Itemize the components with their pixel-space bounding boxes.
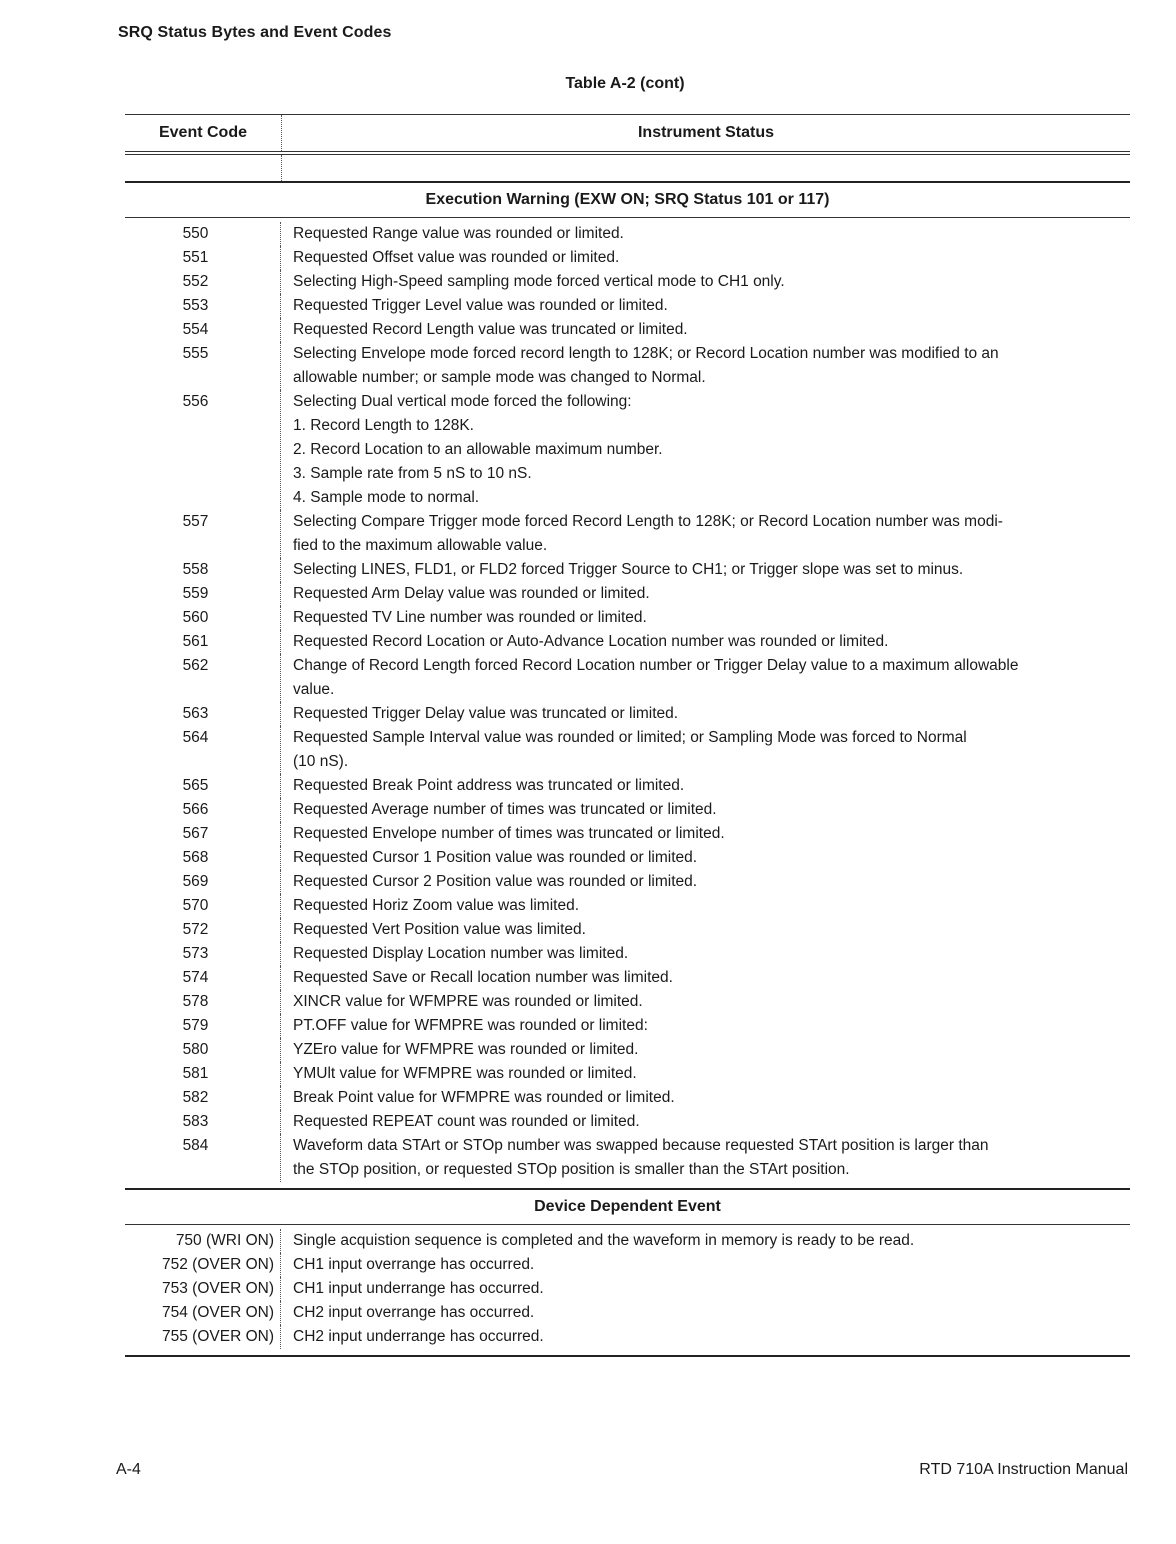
status-line: Selecting LINES, FLD1, or FLD2 forced Trigger Source to CH1; or Trigger slope was set to minus. bbox=[293, 561, 964, 578]
instrument-status bbox=[281, 774, 1130, 798]
status-line: CH2 input underrange has occurred. bbox=[293, 1328, 544, 1345]
table-row bbox=[125, 582, 1130, 606]
event-code: 561 bbox=[125, 630, 281, 654]
event-code: 578 bbox=[125, 990, 281, 1014]
table-row bbox=[125, 1110, 1130, 1134]
table-row bbox=[125, 870, 1130, 894]
instrument-status bbox=[281, 246, 1130, 270]
instrument-status bbox=[281, 1086, 1130, 1110]
event-code: 562 bbox=[125, 654, 281, 702]
instrument-status bbox=[281, 606, 1130, 630]
event-code: 584 bbox=[125, 1134, 281, 1182]
table-row bbox=[125, 726, 1130, 774]
status-line: fied to the maximum allowable value. bbox=[293, 537, 548, 554]
instrument-status bbox=[281, 870, 1130, 894]
event-code: 582 bbox=[125, 1086, 281, 1110]
event-code: 555 bbox=[125, 342, 281, 390]
event-code: 570 bbox=[125, 894, 281, 918]
group-bottom-rule bbox=[125, 1355, 1130, 1357]
event-code: 556 bbox=[125, 390, 281, 510]
status-line: Selecting Compare Trigger mode forced Record Length to 128K; or Record Location number was modi- bbox=[293, 513, 1003, 530]
status-line: Single acquistion sequence is completed and the waveform in memory is ready to be read. bbox=[293, 1232, 915, 1249]
instrument-status bbox=[281, 510, 1130, 558]
status-line: Selecting Dual vertical mode forced the following: bbox=[293, 393, 632, 410]
table-row bbox=[125, 1014, 1130, 1038]
event-code: 574 bbox=[125, 966, 281, 990]
event-code: 565 bbox=[125, 774, 281, 798]
status-line: YZEro value for WFMPRE was rounded or limited. bbox=[293, 1041, 639, 1058]
instrument-status bbox=[281, 654, 1130, 702]
table-groups bbox=[125, 183, 1130, 1357]
table-row bbox=[125, 1325, 1130, 1349]
status-line: 1. Record Length to 128K. bbox=[293, 417, 474, 434]
event-code: 754 (OVER ON) bbox=[125, 1301, 281, 1325]
event-code: 569 bbox=[125, 870, 281, 894]
event-code: 752 (OVER ON) bbox=[125, 1253, 281, 1277]
event-code: 550 bbox=[125, 222, 281, 246]
instrument-status bbox=[281, 966, 1130, 990]
table-row bbox=[125, 390, 1130, 510]
status-line: Requested Envelope number of times was truncated or limited. bbox=[293, 825, 725, 842]
instrument-status bbox=[281, 1277, 1130, 1301]
table-row bbox=[125, 822, 1130, 846]
status-line: the STOp position, or requested STOp position is smaller than the STArt position. bbox=[293, 1161, 850, 1178]
instrument-status bbox=[281, 1134, 1130, 1182]
status-line: Requested Break Point address was truncated or limited. bbox=[293, 777, 685, 794]
event-code: 557 bbox=[125, 510, 281, 558]
header-event-code: Event Code bbox=[125, 115, 282, 151]
table-row bbox=[125, 294, 1130, 318]
event-code: 563 bbox=[125, 702, 281, 726]
status-line: Requested Record Length value was truncated or limited. bbox=[293, 321, 688, 338]
status-line: Requested Record Location or Auto-Advance Location number was rounded or limited. bbox=[293, 633, 889, 650]
instrument-status bbox=[281, 1301, 1130, 1325]
table-row bbox=[125, 1301, 1130, 1325]
table-row bbox=[125, 318, 1130, 342]
status-line: CH1 input underrange has occurred. bbox=[293, 1280, 544, 1297]
status-line: PT.OFF value for WFMPRE was rounded or limited: bbox=[293, 1017, 648, 1034]
group-rows bbox=[125, 1225, 1130, 1355]
event-code: 552 bbox=[125, 270, 281, 294]
event-code: 583 bbox=[125, 1110, 281, 1134]
event-code: 568 bbox=[125, 846, 281, 870]
status-line: Requested Horiz Zoom value was limited. bbox=[293, 897, 580, 914]
group-rows bbox=[125, 218, 1130, 1188]
table-row bbox=[125, 1277, 1130, 1301]
status-line: Selecting Envelope mode forced record length to 128K; or Record Location number was modified to an bbox=[293, 345, 999, 362]
table-row bbox=[125, 630, 1130, 654]
status-line: CH1 input overrange has occurred. bbox=[293, 1256, 535, 1273]
event-code: 753 (OVER ON) bbox=[125, 1277, 281, 1301]
event-code: 567 bbox=[125, 822, 281, 846]
table-row bbox=[125, 702, 1130, 726]
instrument-status bbox=[281, 798, 1130, 822]
event-code: 572 bbox=[125, 918, 281, 942]
status-line: Requested Cursor 2 Position value was rounded or limited. bbox=[293, 873, 698, 890]
status-line: Requested Trigger Delay value was truncated or limited. bbox=[293, 705, 679, 722]
table-row bbox=[125, 1062, 1130, 1086]
instrument-status bbox=[281, 582, 1130, 606]
status-line: value. bbox=[293, 681, 335, 698]
table-row bbox=[125, 342, 1130, 390]
event-code-table bbox=[125, 114, 1130, 1357]
event-code: 566 bbox=[125, 798, 281, 822]
instrument-status bbox=[281, 702, 1130, 726]
status-line: Requested Vert Position value was limited. bbox=[293, 921, 586, 938]
status-line: Requested Range value was rounded or limited. bbox=[293, 225, 624, 242]
instrument-status bbox=[281, 1038, 1130, 1062]
status-line: Requested Arm Delay value was rounded or limited. bbox=[293, 585, 650, 602]
instrument-status bbox=[281, 990, 1130, 1014]
table-row bbox=[125, 222, 1130, 246]
instrument-status bbox=[281, 558, 1130, 582]
status-line: Requested Trigger Level value was rounded or limited. bbox=[293, 297, 668, 314]
table-row bbox=[125, 246, 1130, 270]
instrument-status bbox=[281, 894, 1130, 918]
status-line: XINCR value for WFMPRE was rounded or limited. bbox=[293, 993, 643, 1010]
group-title: Execution Warning (EXW ON; SRQ Status 101 or 117) bbox=[425, 191, 830, 208]
instrument-status bbox=[281, 942, 1130, 966]
table-row bbox=[125, 846, 1130, 870]
table-row bbox=[125, 966, 1130, 990]
event-code: 564 bbox=[125, 726, 281, 774]
manual-title: RTD 710A Instruction Manual bbox=[919, 1461, 1128, 1478]
event-code: 551 bbox=[125, 246, 281, 270]
table-row bbox=[125, 558, 1130, 582]
status-line: Requested Sample Interval value was rounded or limited; or Sampling Mode was forced to Normal bbox=[293, 729, 967, 746]
table-row bbox=[125, 774, 1130, 798]
table-row bbox=[125, 1229, 1130, 1253]
status-line: Requested REPEAT count was rounded or limited. bbox=[293, 1113, 640, 1130]
instrument-status bbox=[281, 1325, 1130, 1349]
table-row bbox=[125, 1086, 1130, 1110]
status-line: Requested Save or Recall location number was limited. bbox=[293, 969, 673, 986]
event-code: 559 bbox=[125, 582, 281, 606]
status-line: Waveform data STArt or STOp number was swapped because requested STArt position is larger than bbox=[293, 1137, 989, 1154]
status-line: 2. Record Location to an allowable maximum number. bbox=[293, 441, 663, 458]
instrument-status bbox=[281, 318, 1130, 342]
status-line: CH2 input overrange has occurred. bbox=[293, 1304, 535, 1321]
table-row bbox=[125, 510, 1130, 558]
status-line: YMUlt value for WFMPRE was rounded or limited. bbox=[293, 1065, 637, 1082]
status-line: Requested Offset value was rounded or limited. bbox=[293, 249, 620, 266]
instrument-status bbox=[281, 822, 1130, 846]
instrument-status bbox=[281, 222, 1130, 246]
table-row bbox=[125, 798, 1130, 822]
event-code: 581 bbox=[125, 1062, 281, 1086]
status-line: Requested Cursor 1 Position value was rounded or limited. bbox=[293, 849, 698, 866]
event-code: 560 bbox=[125, 606, 281, 630]
header-double-rule-a bbox=[125, 151, 1130, 152]
status-line: Requested Average number of times was truncated or limited. bbox=[293, 801, 717, 818]
status-line: Change of Record Length forced Record Location number or Trigger Delay value to a maximum allowable bbox=[293, 657, 1019, 674]
instrument-status bbox=[281, 846, 1130, 870]
table-row bbox=[125, 654, 1130, 702]
header-instrument-status: Instrument Status bbox=[637, 124, 774, 141]
instrument-status bbox=[281, 342, 1130, 390]
table-row bbox=[125, 270, 1130, 294]
event-code: 554 bbox=[125, 318, 281, 342]
status-line: Requested Display Location number was limited. bbox=[293, 945, 629, 962]
instrument-status bbox=[281, 390, 1130, 510]
page-number: A-4 bbox=[116, 1461, 141, 1478]
status-line: Break Point value for WFMPRE was rounded or limited. bbox=[293, 1089, 675, 1106]
table-caption: Table A-2 (cont) bbox=[565, 75, 685, 92]
table-row bbox=[125, 1038, 1130, 1062]
status-line: Selecting High-Speed sampling mode forced vertical mode to CH1 only. bbox=[293, 273, 785, 290]
table-row bbox=[125, 1134, 1130, 1182]
event-code: 580 bbox=[125, 1038, 281, 1062]
instrument-status bbox=[281, 1110, 1130, 1134]
instrument-status bbox=[281, 1253, 1130, 1277]
header-spacer-row bbox=[125, 155, 1130, 181]
instrument-status bbox=[281, 1014, 1130, 1038]
instrument-status bbox=[281, 270, 1130, 294]
table-header-row bbox=[125, 115, 1130, 151]
event-code: 579 bbox=[125, 1014, 281, 1038]
event-code: 553 bbox=[125, 294, 281, 318]
status-line: allowable number; or sample mode was changed to Normal. bbox=[293, 369, 706, 386]
status-line: (10 nS). bbox=[293, 753, 349, 770]
instrument-status bbox=[281, 294, 1130, 318]
status-line: 4. Sample mode to normal. bbox=[293, 489, 480, 506]
table-row bbox=[125, 990, 1130, 1014]
table-row bbox=[125, 942, 1130, 966]
event-code: 558 bbox=[125, 558, 281, 582]
instrument-status bbox=[281, 726, 1130, 774]
instrument-status bbox=[281, 1062, 1130, 1086]
section-title: SRQ Status Bytes and Event Codes bbox=[118, 24, 392, 41]
instrument-status bbox=[281, 630, 1130, 654]
status-line: Requested TV Line number was rounded or limited. bbox=[293, 609, 647, 626]
status-line: 3. Sample rate from 5 nS to 10 nS. bbox=[293, 465, 532, 482]
event-code: 573 bbox=[125, 942, 281, 966]
event-code: 750 (WRI ON) bbox=[125, 1229, 281, 1253]
table-row bbox=[125, 918, 1130, 942]
group-title: Device Dependent Event bbox=[534, 1198, 721, 1215]
table-row bbox=[125, 1253, 1130, 1277]
table-row bbox=[125, 894, 1130, 918]
instrument-status bbox=[281, 918, 1130, 942]
instrument-status bbox=[281, 1229, 1130, 1253]
event-code: 755 (OVER ON) bbox=[125, 1325, 281, 1349]
table-row bbox=[125, 606, 1130, 630]
